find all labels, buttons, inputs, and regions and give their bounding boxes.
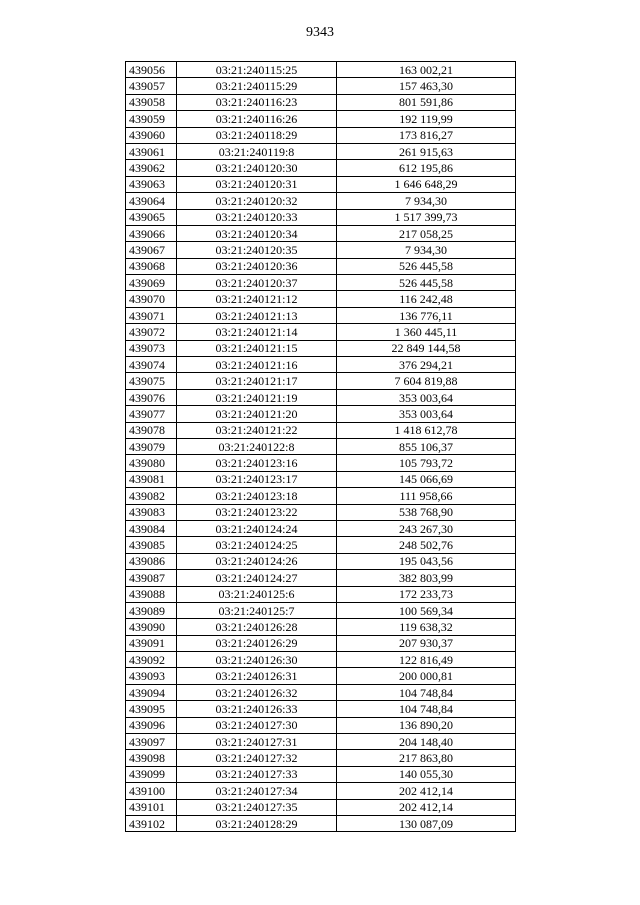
row-number-cell: 439076	[126, 389, 177, 405]
cadastral-value-cell: 261 915,63	[337, 143, 516, 159]
cadastral-number-cell: 03:21:240120:34	[177, 225, 337, 241]
row-number-cell: 439080	[126, 455, 177, 471]
page-number: 9343	[306, 25, 334, 40]
cadastral-value-cell: 376 294,21	[337, 357, 516, 373]
table-row	[126, 357, 516, 373]
table-row	[126, 717, 516, 733]
table-row	[126, 111, 516, 127]
table-row	[126, 734, 516, 750]
row-number-cell: 439057	[126, 78, 177, 94]
cadastral-value-cell: 111 958,66	[337, 488, 516, 504]
cadastral-number-cell: 03:21:240128:29	[177, 815, 337, 831]
table-row	[126, 537, 516, 553]
row-number-cell: 439075	[126, 373, 177, 389]
cadastral-number-cell: 03:21:240126:31	[177, 668, 337, 684]
cadastral-number-cell: 03:21:240124:24	[177, 520, 337, 536]
cadastral-value-cell: 7 934,30	[337, 193, 516, 209]
cadastral-value-cell: 122 816,49	[337, 652, 516, 668]
table-row	[126, 209, 516, 225]
cadastral-value-cell: 1 418 612,78	[337, 422, 516, 438]
table-row	[126, 307, 516, 323]
cadastral-number-cell: 03:21:240127:35	[177, 799, 337, 815]
cadastral-value-cell: 116 242,48	[337, 291, 516, 307]
cadastral-value-cell: 200 000,81	[337, 668, 516, 684]
table-row	[126, 389, 516, 405]
cadastral-number-cell: 03:21:240120:31	[177, 176, 337, 192]
table-row	[126, 750, 516, 766]
cadastral-value-cell: 104 748,84	[337, 684, 516, 700]
cadastral-number-cell: 03:21:240115:29	[177, 78, 337, 94]
cadastral-number-cell: 03:21:240127:33	[177, 766, 337, 782]
cadastral-value-cell: 202 412,14	[337, 783, 516, 799]
table-row	[126, 635, 516, 651]
table-row	[126, 176, 516, 192]
cadastral-number-cell: 03:21:240121:19	[177, 389, 337, 405]
row-number-cell: 439063	[126, 176, 177, 192]
table-row	[126, 504, 516, 520]
cadastral-number-cell: 03:21:240121:22	[177, 422, 337, 438]
cadastral-number-cell: 03:21:240120:36	[177, 258, 337, 274]
row-number-cell: 439092	[126, 652, 177, 668]
cadastral-value-cell: 145 066,69	[337, 471, 516, 487]
table-row	[126, 471, 516, 487]
cadastral-value-cell: 612 195,86	[337, 160, 516, 176]
cadastral-number-cell: 03:21:240121:12	[177, 291, 337, 307]
cadastral-number-cell: 03:21:240119:8	[177, 143, 337, 159]
row-number-cell: 439101	[126, 799, 177, 815]
cadastral-number-cell: 03:21:240116:23	[177, 94, 337, 110]
cadastral-value-cell: 217 863,80	[337, 750, 516, 766]
table-row	[126, 619, 516, 635]
cadastral-number-cell: 03:21:240121:14	[177, 324, 337, 340]
cadastral-number-cell: 03:21:240127:30	[177, 717, 337, 733]
table-row	[126, 373, 516, 389]
row-number-cell: 439073	[126, 340, 177, 356]
cadastral-number-cell: 03:21:240124:26	[177, 553, 337, 569]
row-number-cell: 439072	[126, 324, 177, 340]
row-number-cell: 439068	[126, 258, 177, 274]
cadastral-value-cell: 538 768,90	[337, 504, 516, 520]
row-number-cell: 439069	[126, 275, 177, 291]
cadastral-value-cell: 140 055,30	[337, 766, 516, 782]
cadastral-number-cell: 03:21:240123:22	[177, 504, 337, 520]
cadastral-number-cell: 03:21:240121:16	[177, 357, 337, 373]
cadastral-number-cell: 03:21:240116:26	[177, 111, 337, 127]
row-number-cell: 439094	[126, 684, 177, 700]
cadastral-value-cell: 192 119,99	[337, 111, 516, 127]
row-number-cell: 439061	[126, 143, 177, 159]
table-row	[126, 438, 516, 454]
row-number-cell: 439077	[126, 406, 177, 422]
cadastral-value-cell: 136 776,11	[337, 307, 516, 323]
cadastral-value-cell: 207 930,37	[337, 635, 516, 651]
table-row	[126, 684, 516, 700]
cadastral-value-cell: 173 816,27	[337, 127, 516, 143]
row-number-cell: 439078	[126, 422, 177, 438]
row-number-cell: 439088	[126, 586, 177, 602]
cadastral-value-cell: 243 267,30	[337, 520, 516, 536]
cadastral-value-cell: 163 002,21	[337, 62, 516, 78]
row-number-cell: 439062	[126, 160, 177, 176]
cadastral-value-table	[125, 61, 516, 832]
cadastral-number-cell: 03:21:240126:29	[177, 635, 337, 651]
row-number-cell: 439091	[126, 635, 177, 651]
cadastral-value-cell: 157 463,30	[337, 78, 516, 94]
row-number-cell: 439085	[126, 537, 177, 553]
cadastral-value-cell: 353 003,64	[337, 389, 516, 405]
cadastral-number-cell: 03:21:240127:32	[177, 750, 337, 766]
cadastral-number-cell: 03:21:240124:27	[177, 570, 337, 586]
row-number-cell: 439070	[126, 291, 177, 307]
cadastral-value-cell: 7 604 819,88	[337, 373, 516, 389]
cadastral-number-cell: 03:21:240120:30	[177, 160, 337, 176]
row-number-cell: 439081	[126, 471, 177, 487]
row-number-cell: 439064	[126, 193, 177, 209]
cadastral-value-cell: 217 058,25	[337, 225, 516, 241]
table-row	[126, 143, 516, 159]
table-row	[126, 652, 516, 668]
cadastral-number-cell: 03:21:240125:6	[177, 586, 337, 602]
cadastral-value-cell: 7 934,30	[337, 242, 516, 258]
cadastral-value-cell: 195 043,56	[337, 553, 516, 569]
table-row	[126, 406, 516, 422]
cadastral-number-cell: 03:21:240121:20	[177, 406, 337, 422]
cadastral-value-cell: 353 003,64	[337, 406, 516, 422]
table-row	[126, 193, 516, 209]
row-number-cell: 439084	[126, 520, 177, 536]
row-number-cell: 439097	[126, 734, 177, 750]
table-row	[126, 586, 516, 602]
cadastral-value-cell: 119 638,32	[337, 619, 516, 635]
table-row	[126, 324, 516, 340]
cadastral-number-cell: 03:21:240127:34	[177, 783, 337, 799]
cadastral-number-cell: 03:21:240122:8	[177, 438, 337, 454]
cadastral-number-cell: 03:21:240115:25	[177, 62, 337, 78]
table-row	[126, 291, 516, 307]
row-number-cell: 439058	[126, 94, 177, 110]
cadastral-number-cell: 03:21:240126:28	[177, 619, 337, 635]
row-number-cell: 439098	[126, 750, 177, 766]
cadastral-number-cell: 03:21:240123:17	[177, 471, 337, 487]
table-row	[126, 766, 516, 782]
cadastral-value-cell: 855 106,37	[337, 438, 516, 454]
cadastral-value-cell: 526 445,58	[337, 275, 516, 291]
row-number-cell: 439082	[126, 488, 177, 504]
row-number-cell: 439086	[126, 553, 177, 569]
cadastral-number-cell: 03:21:240120:33	[177, 209, 337, 225]
cadastral-value-cell: 248 502,76	[337, 537, 516, 553]
cadastral-value-cell: 136 890,20	[337, 717, 516, 733]
row-number-cell: 439067	[126, 242, 177, 258]
table-row	[126, 783, 516, 799]
cadastral-value-cell: 1 517 399,73	[337, 209, 516, 225]
row-number-cell: 439056	[126, 62, 177, 78]
row-number-cell: 439083	[126, 504, 177, 520]
cadastral-value-cell: 1 360 445,11	[337, 324, 516, 340]
table-row	[126, 701, 516, 717]
row-number-cell: 439100	[126, 783, 177, 799]
cadastral-value-cell: 526 445,58	[337, 258, 516, 274]
cadastral-value-cell: 100 569,34	[337, 602, 516, 618]
cadastral-number-cell: 03:21:240126:30	[177, 652, 337, 668]
table-row	[126, 78, 516, 94]
cadastral-number-cell: 03:21:240124:25	[177, 537, 337, 553]
cadastral-number-cell: 03:21:240120:35	[177, 242, 337, 258]
cadastral-number-cell: 03:21:240123:16	[177, 455, 337, 471]
table-row	[126, 127, 516, 143]
cadastral-value-cell: 1 646 648,29	[337, 176, 516, 192]
cadastral-value-cell: 104 748,84	[337, 701, 516, 717]
table-row	[126, 225, 516, 241]
row-number-cell: 439087	[126, 570, 177, 586]
table-row	[126, 520, 516, 536]
table-row	[126, 570, 516, 586]
row-number-cell: 439093	[126, 668, 177, 684]
cadastral-number-cell: 03:21:240127:31	[177, 734, 337, 750]
cadastral-value-cell: 801 591,86	[337, 94, 516, 110]
cadastral-number-cell: 03:21:240121:15	[177, 340, 337, 356]
cadastral-number-cell: 03:21:240126:33	[177, 701, 337, 717]
row-number-cell: 439089	[126, 602, 177, 618]
table-row	[126, 602, 516, 618]
cadastral-number-cell: 03:21:240123:18	[177, 488, 337, 504]
cadastral-number-cell: 03:21:240121:17	[177, 373, 337, 389]
row-number-cell: 439079	[126, 438, 177, 454]
cadastral-number-cell: 03:21:240125:7	[177, 602, 337, 618]
row-number-cell: 439074	[126, 357, 177, 373]
table-row	[126, 340, 516, 356]
table-body	[126, 62, 516, 832]
cadastral-value-cell: 22 849 144,58	[337, 340, 516, 356]
table-row	[126, 455, 516, 471]
row-number-cell: 439071	[126, 307, 177, 323]
table-row	[126, 160, 516, 176]
row-number-cell: 439066	[126, 225, 177, 241]
cadastral-value-cell: 172 233,73	[337, 586, 516, 602]
cadastral-number-cell: 03:21:240120:32	[177, 193, 337, 209]
table-row	[126, 258, 516, 274]
table-row	[126, 553, 516, 569]
table-row	[126, 275, 516, 291]
row-number-cell: 439102	[126, 815, 177, 831]
table-row	[126, 815, 516, 831]
table-row	[126, 422, 516, 438]
cadastral-value-cell: 105 793,72	[337, 455, 516, 471]
row-number-cell: 439060	[126, 127, 177, 143]
cadastral-value-cell: 202 412,14	[337, 799, 516, 815]
row-number-cell: 439095	[126, 701, 177, 717]
cadastral-value-cell: 204 148,40	[337, 734, 516, 750]
cadastral-value-cell: 130 087,09	[337, 815, 516, 831]
table-row	[126, 799, 516, 815]
cadastral-number-cell: 03:21:240118:29	[177, 127, 337, 143]
row-number-cell: 439059	[126, 111, 177, 127]
table-row	[126, 62, 516, 78]
row-number-cell: 439065	[126, 209, 177, 225]
cadastral-number-cell: 03:21:240121:13	[177, 307, 337, 323]
cadastral-value-cell: 382 803,99	[337, 570, 516, 586]
row-number-cell: 439096	[126, 717, 177, 733]
table-row	[126, 668, 516, 684]
row-number-cell: 439099	[126, 766, 177, 782]
table-row	[126, 488, 516, 504]
table-row	[126, 242, 516, 258]
table-row	[126, 94, 516, 110]
cadastral-number-cell: 03:21:240120:37	[177, 275, 337, 291]
row-number-cell: 439090	[126, 619, 177, 635]
cadastral-number-cell: 03:21:240126:32	[177, 684, 337, 700]
